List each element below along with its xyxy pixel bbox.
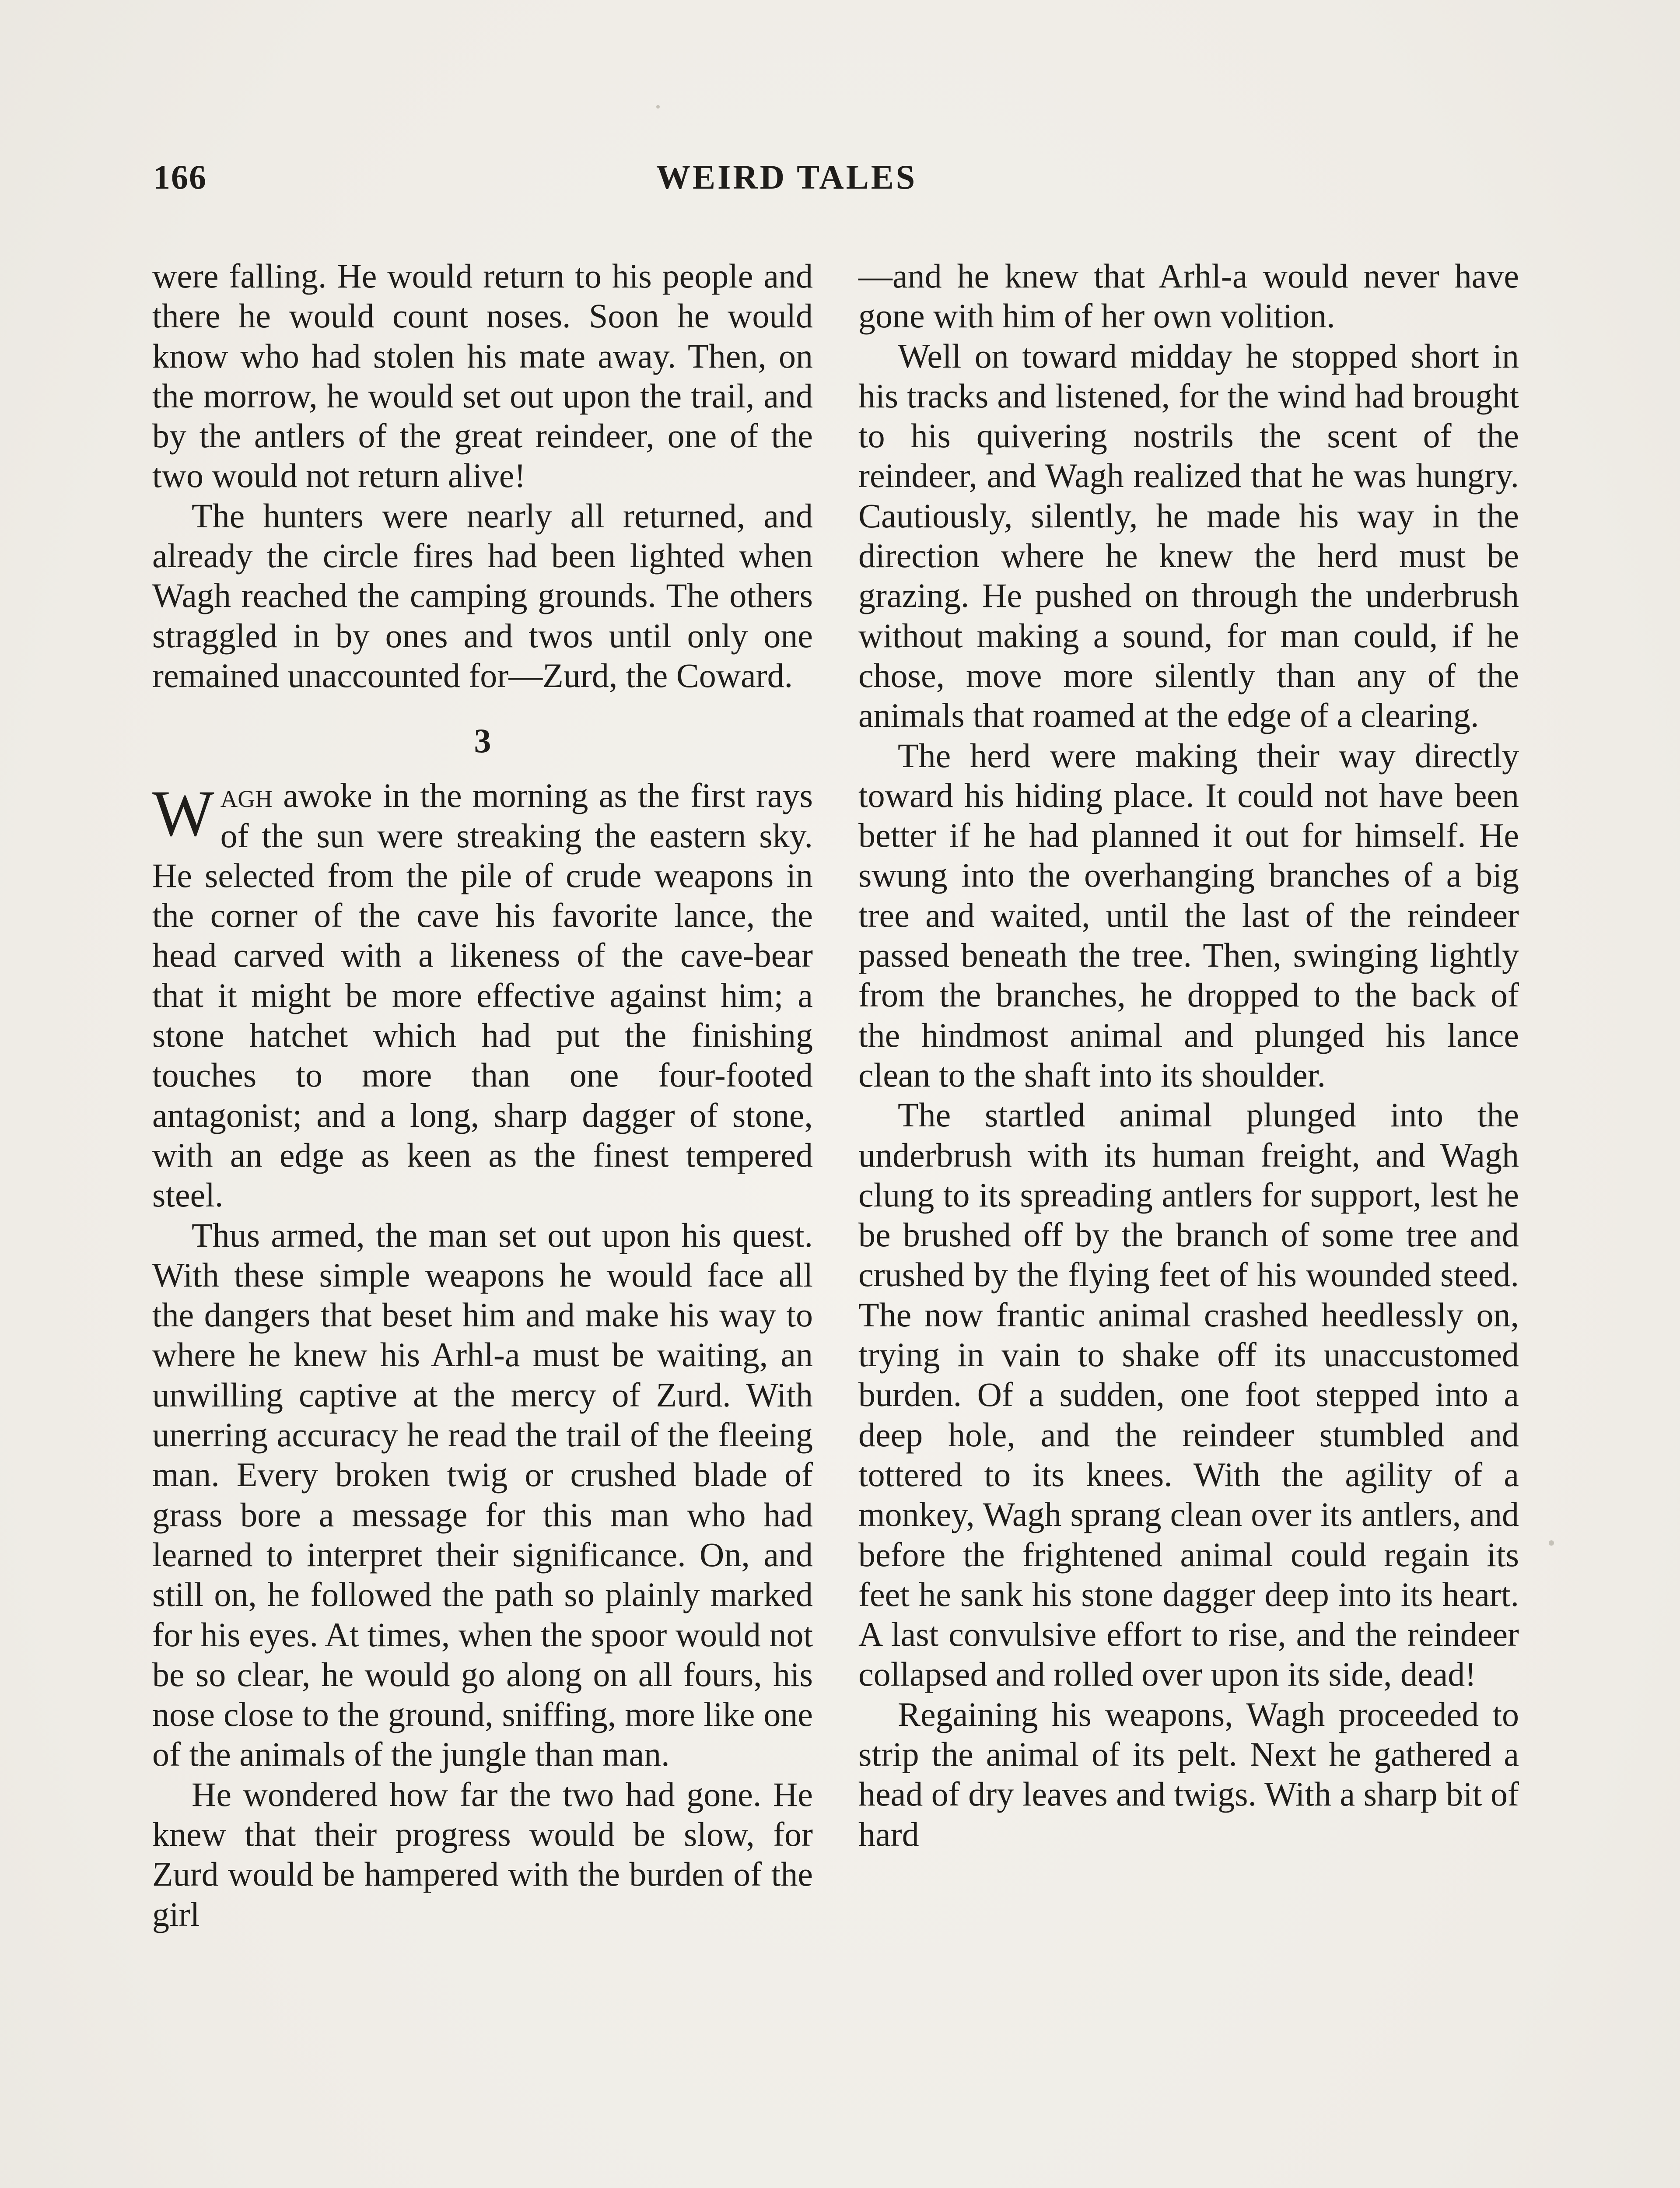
right-column — [858, 256, 1519, 1854]
paragraph: The herd were making their way directly toward his hiding place. It could not have been better if he had planned it out for himself. He swung into the overhanging branches of a big tree and waited, until the last of the reindeer passed beneath the tree. Then, swinging lightly from the branches, he dropped to the back of the hindmost animal and plunged his lance clean to the shaft into its shoulder. — [858, 736, 1519, 1094]
running-title: WEIRD TALES — [656, 158, 917, 196]
opening-word: agh — [220, 776, 273, 815]
paragraph-text: awoke in the morning as the first rays of the sun were streaking the eastern sky. He selected from the pile of crude weapons in the corner of the cave his favorite lance, the head carved with a likeness of the cave-bear that it might be more effective against him; a stone hatchet which had put the finishing touches to more than one four-footed antagonist; and a long, sharp dagger of stone, with an edge as keen as the finest tempered steel. — [152, 776, 813, 1214]
paragraph: Well on toward midday he stopped short in his tracks and listened, for the wind had brought to his quivering nostrils the scent of the reindeer, and Wagh realized that he was hungry. Cautiously, silently, he made his way in the direction where he knew the herd must be grazing. He pushed on through the underbrush without making a sound, for man could, if he chose, move more silently than any of the animals that roamed at the edge of a clearing. — [858, 337, 1519, 735]
paper-speck — [656, 105, 660, 109]
paragraph: —and he knew that Arhl-a would never have gone with him of her own volition. — [858, 257, 1519, 335]
section-number: 3 — [474, 722, 491, 760]
drop-cap: W — [152, 777, 214, 850]
page-header — [153, 158, 1527, 210]
paragraph: Thus armed, the man set out upon his quest. With these simple weapons he would face all the dangers that beset him and make his way to where he knew his Arhl-a must be waiting, an unwilling captive at the mercy of Zurd. With unerring accuracy he read the trail of the fleeing man. Every broken twig or crushed blade of grass bore a message for this man who had learned to interpret their significance. On, and still on, he followed the path so plainly marked for his eyes. At times, when the spoor would not be so clear, he would go along on all fours, his nose close to the ground, sniffing, more like one of the animals of the jungle than man. — [152, 1216, 813, 1774]
paragraph-dropcap — [152, 775, 813, 1215]
paragraph: He wondered how far the two had gone. He knew that their progress would be slow, for Zurd would be hampered with the burden of the girl — [152, 1775, 813, 1933]
paragraph: were falling. He would return to his people and there he would count noses. Soon he would know who had stolen his mate away. Then, on the morrow, he would set out upon the trail, and by the antlers of the great reindeer, one of the two would not return alive! — [152, 257, 813, 495]
page-number: 166 — [153, 158, 207, 196]
paper-speck — [1549, 1540, 1554, 1546]
left-column — [152, 256, 813, 1934]
paragraph: Regaining his weapons, Wagh proceeded to strip the animal of its pelt. Next he gathered a head of dry leaves and twigs. With a sharp bit of hard — [858, 1695, 1519, 1853]
paragraph: The startled animal plunged into the underbrush with its human freight, and Wagh clung to its spreading antlers for support, lest he be brushed off by the branch of some tree and crushed by the flying feet of his wounded steed. The now frantic animal crashed heedlessly on, trying in vain to shake off its unaccustomed burden. Of a sudden, one foot stepped into a deep hole, and the reindeer stumbled and tottered to its knees. With the agility of a monkey, Wagh sprang clean over its antlers, and before the frightened animal could regain its feet he sank his stone dagger deep into its heart. A last convulsive effort to rise, and the reindeer collapsed and rolled over upon its side, dead! — [858, 1096, 1519, 1694]
paragraph: The hunters were nearly all returned, and already the circle fires had been lighted when Wagh reached the camping grounds. The others straggled in by ones and twos until only one remained unaccounted for—Zurd, the Coward. — [152, 496, 813, 694]
